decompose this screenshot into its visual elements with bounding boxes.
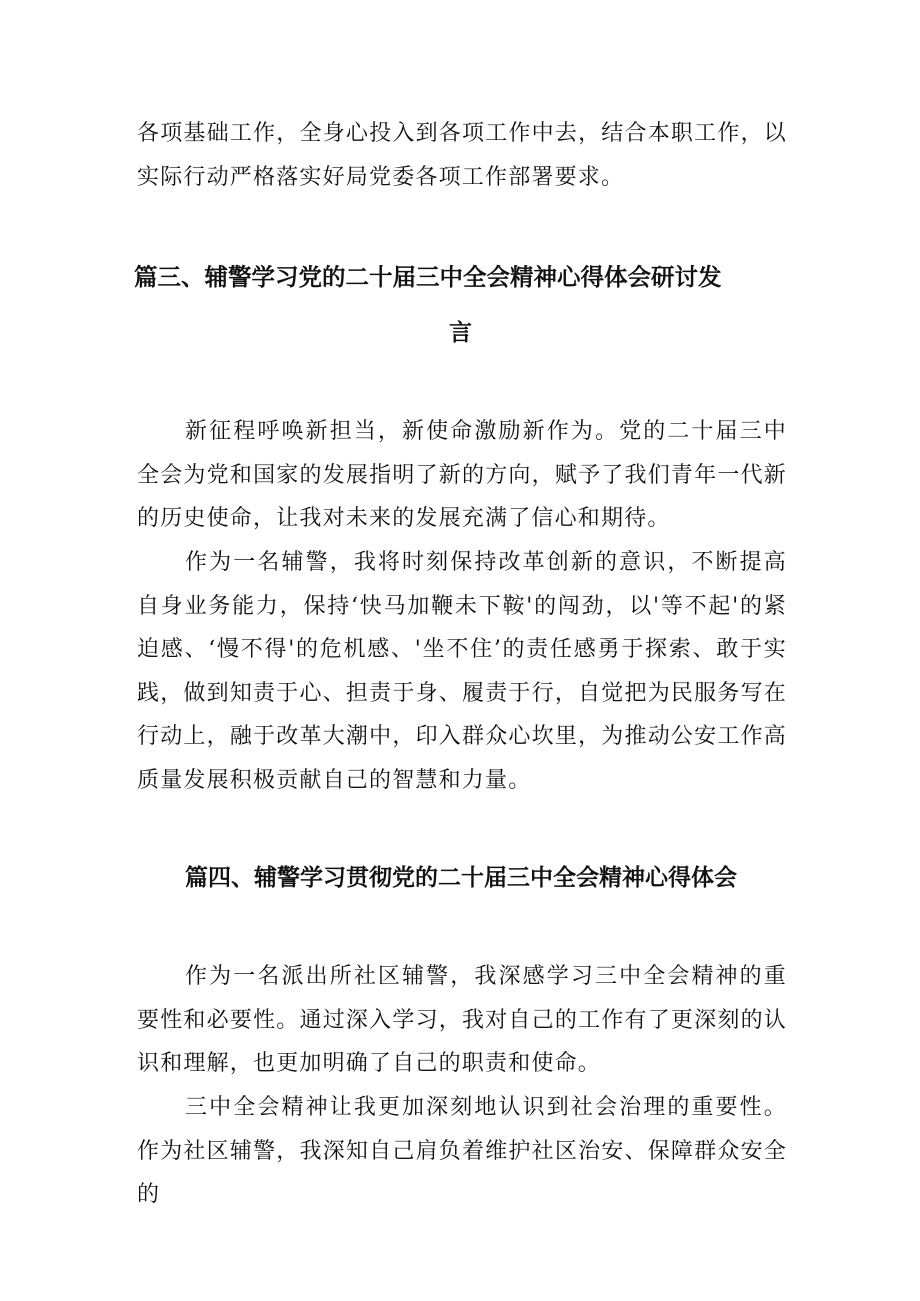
section-four-heading: 篇四、辅警学习贯彻党的二十届三中全会精神心得体会 bbox=[185, 865, 737, 891]
continued-paragraph: 各项基础工作，全身心投入到各项工作中去，结合本职工作，以实际行动严格落实好局党委各项工作部署要求。 bbox=[137, 121, 787, 190]
section-three-paragraph-1: 新征程呼唤新担当，新使命激励新作为。党的二十届三中全会为党和国家的发展指明了新的方向，赋予了我们青年一代新的历史使命，让我对未来的发展充满了信心和期待。 bbox=[137, 419, 787, 531]
section-three-heading-line2: 言 bbox=[449, 320, 472, 346]
section-four-paragraph-1: 作为一名派出所社区辅警，我深感学习三中全会精神的重要性和必要性。通过深入学习，我对自己的工作有了更深刻的认识和理解，也更加明确了自己的职责和使命。 bbox=[137, 964, 787, 1076]
section-three-heading-line1: 篇三、辅警学习党的二十届三中全会精神心得体会研讨发 bbox=[134, 263, 722, 291]
section-four-paragraph-2: 三中全会精神让我更加深刻地认识到社会治理的重要性。作为社区辅警，我深知自己肩负着维护社区治安、保障群众安全的 bbox=[137, 1095, 787, 1207]
section-three-paragraph-2: 作为一名辅警，我将时刻保持改革创新的意识，不断提高自身业务能力，保持‘快马加鞭未下鞍'的闯劲，以'等不起'的紧迫感、‘慢不得'的危机感、'坐不住’的责任感勇于探索、敢于实践，做到知责于心、担责于身、履责于行，自觉把为民服务写在行动上，融于改革大潮中，印入群众心坎里，为推动公安工作高质量发展积极贡献自己的智慧和力量。 bbox=[137, 550, 787, 793]
